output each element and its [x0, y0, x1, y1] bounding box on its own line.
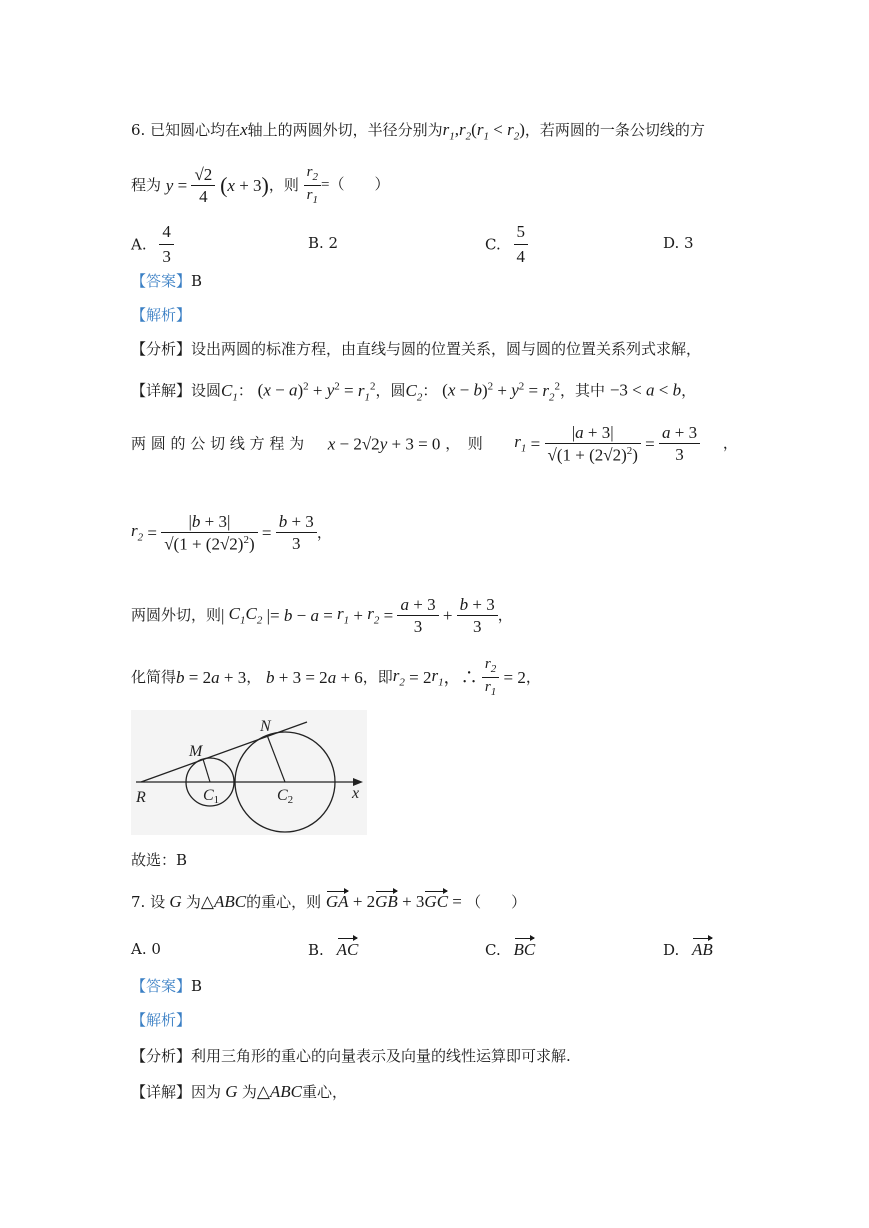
- q6-stem-line1: 6. 已知圆心均在x轴上的两圆外切，半径分别为$r_1,r_2(r_1 < r_2)$，若两圆的一条公切线的方: [131, 120, 705, 143]
- q6-waiqie-line: 两圆外切，则| $C_1C_2$ |= $b - a = r_1 + r_2$ = $\frac{a + 3}{3}$ + $\frac{b + 3}{3}$ ，: [131, 595, 513, 636]
- label-r: R: [136, 789, 146, 806]
- q7-option-b[interactable]: B. AC: [308, 940, 359, 959]
- q7-option-d[interactable]: D. AB: [663, 940, 713, 959]
- q6-tangent-line: 两 圆 的 公 切 线 方 程 为 x − 2√2y + 3 = 0 ， 则 $r_1$ = $\frac{|a + 3|}{√(1 + (2√2)^2)}$ = $\frac{a + 3}{3}$ ，: [131, 423, 738, 465]
- q7-option-c[interactable]: C. BC: [485, 940, 536, 959]
- q6-stem-line2: 程为 y = $\frac{√2}{4}$ (x + 3)，则 $\frac{r_2}{r_1}$ =（ ）: [131, 164, 390, 206]
- q6-analysis-tag: 【解析】: [131, 306, 192, 324]
- sqrt2-over-4: $\frac{√2}{4}$: [191, 166, 215, 205]
- q6-detail: 【详解】设圆$C_1$： $(x - a)^2 + y^2 = r_1^2$，圆$C_2$： $(x - b)^2 + y^2 = r_2^2$，其中 −3 < a < b，: [131, 380, 697, 404]
- q7-analysis-tag: 【解析】: [131, 1011, 192, 1029]
- radius-c2-n: [267, 735, 285, 782]
- q6-answer: 【答案】B: [131, 272, 203, 290]
- q6-conclusion: 故选：B: [131, 851, 188, 869]
- label-c2: C2: [277, 787, 294, 806]
- q6-simplify-line: 化简得b = 2a + 3， b + 3 = 2a + 6，即$r_2 = 2r_1$，∴ $\frac{r_2}{r_1}$ = 2，: [131, 656, 541, 698]
- q7-answer: 【答案】B: [131, 977, 203, 995]
- q6-option-a[interactable]: A. $\frac{4}{3}$: [131, 222, 174, 267]
- q6-option-c[interactable]: C. $\frac{5}{4}$: [485, 222, 528, 267]
- q7-stem: 7. 设 G 为△ABC的重心，则 GA + 2GB + 3GC = （ ）: [131, 892, 527, 911]
- q6-fenxi: 【分析】设出两圆的标准方程，由直线与圆的位置关系，圆与圆的位置关系列式求解，: [131, 340, 702, 358]
- q7-option-a[interactable]: A. 0: [131, 940, 161, 958]
- q7-fenxi: 【分析】利用三角形的重心的向量表示及向量的线性运算即可求解.: [131, 1047, 571, 1065]
- label-x: x: [352, 785, 360, 802]
- label-n: N: [260, 718, 271, 735]
- q7-detail: 【详解】因为 G 为△ABC重心，: [131, 1082, 348, 1101]
- radius-c1-m: [203, 759, 210, 782]
- label-c1: C1: [203, 787, 220, 806]
- q6-option-b[interactable]: B. 2: [308, 234, 339, 252]
- label-m: M: [189, 743, 203, 760]
- tangent-circles-figure: [131, 710, 367, 835]
- r2-over-r1: $\frac{r_2}{r_1}$: [304, 165, 321, 206]
- q6-option-d[interactable]: D. 3: [663, 234, 694, 252]
- q6-number: 6.: [131, 121, 146, 139]
- q6-r2-line: $r_2$ = $\frac{|b + 3|}{√(1 + (2√2)^2)}$ = $\frac{b + 3}{3}$ ，: [131, 512, 332, 554]
